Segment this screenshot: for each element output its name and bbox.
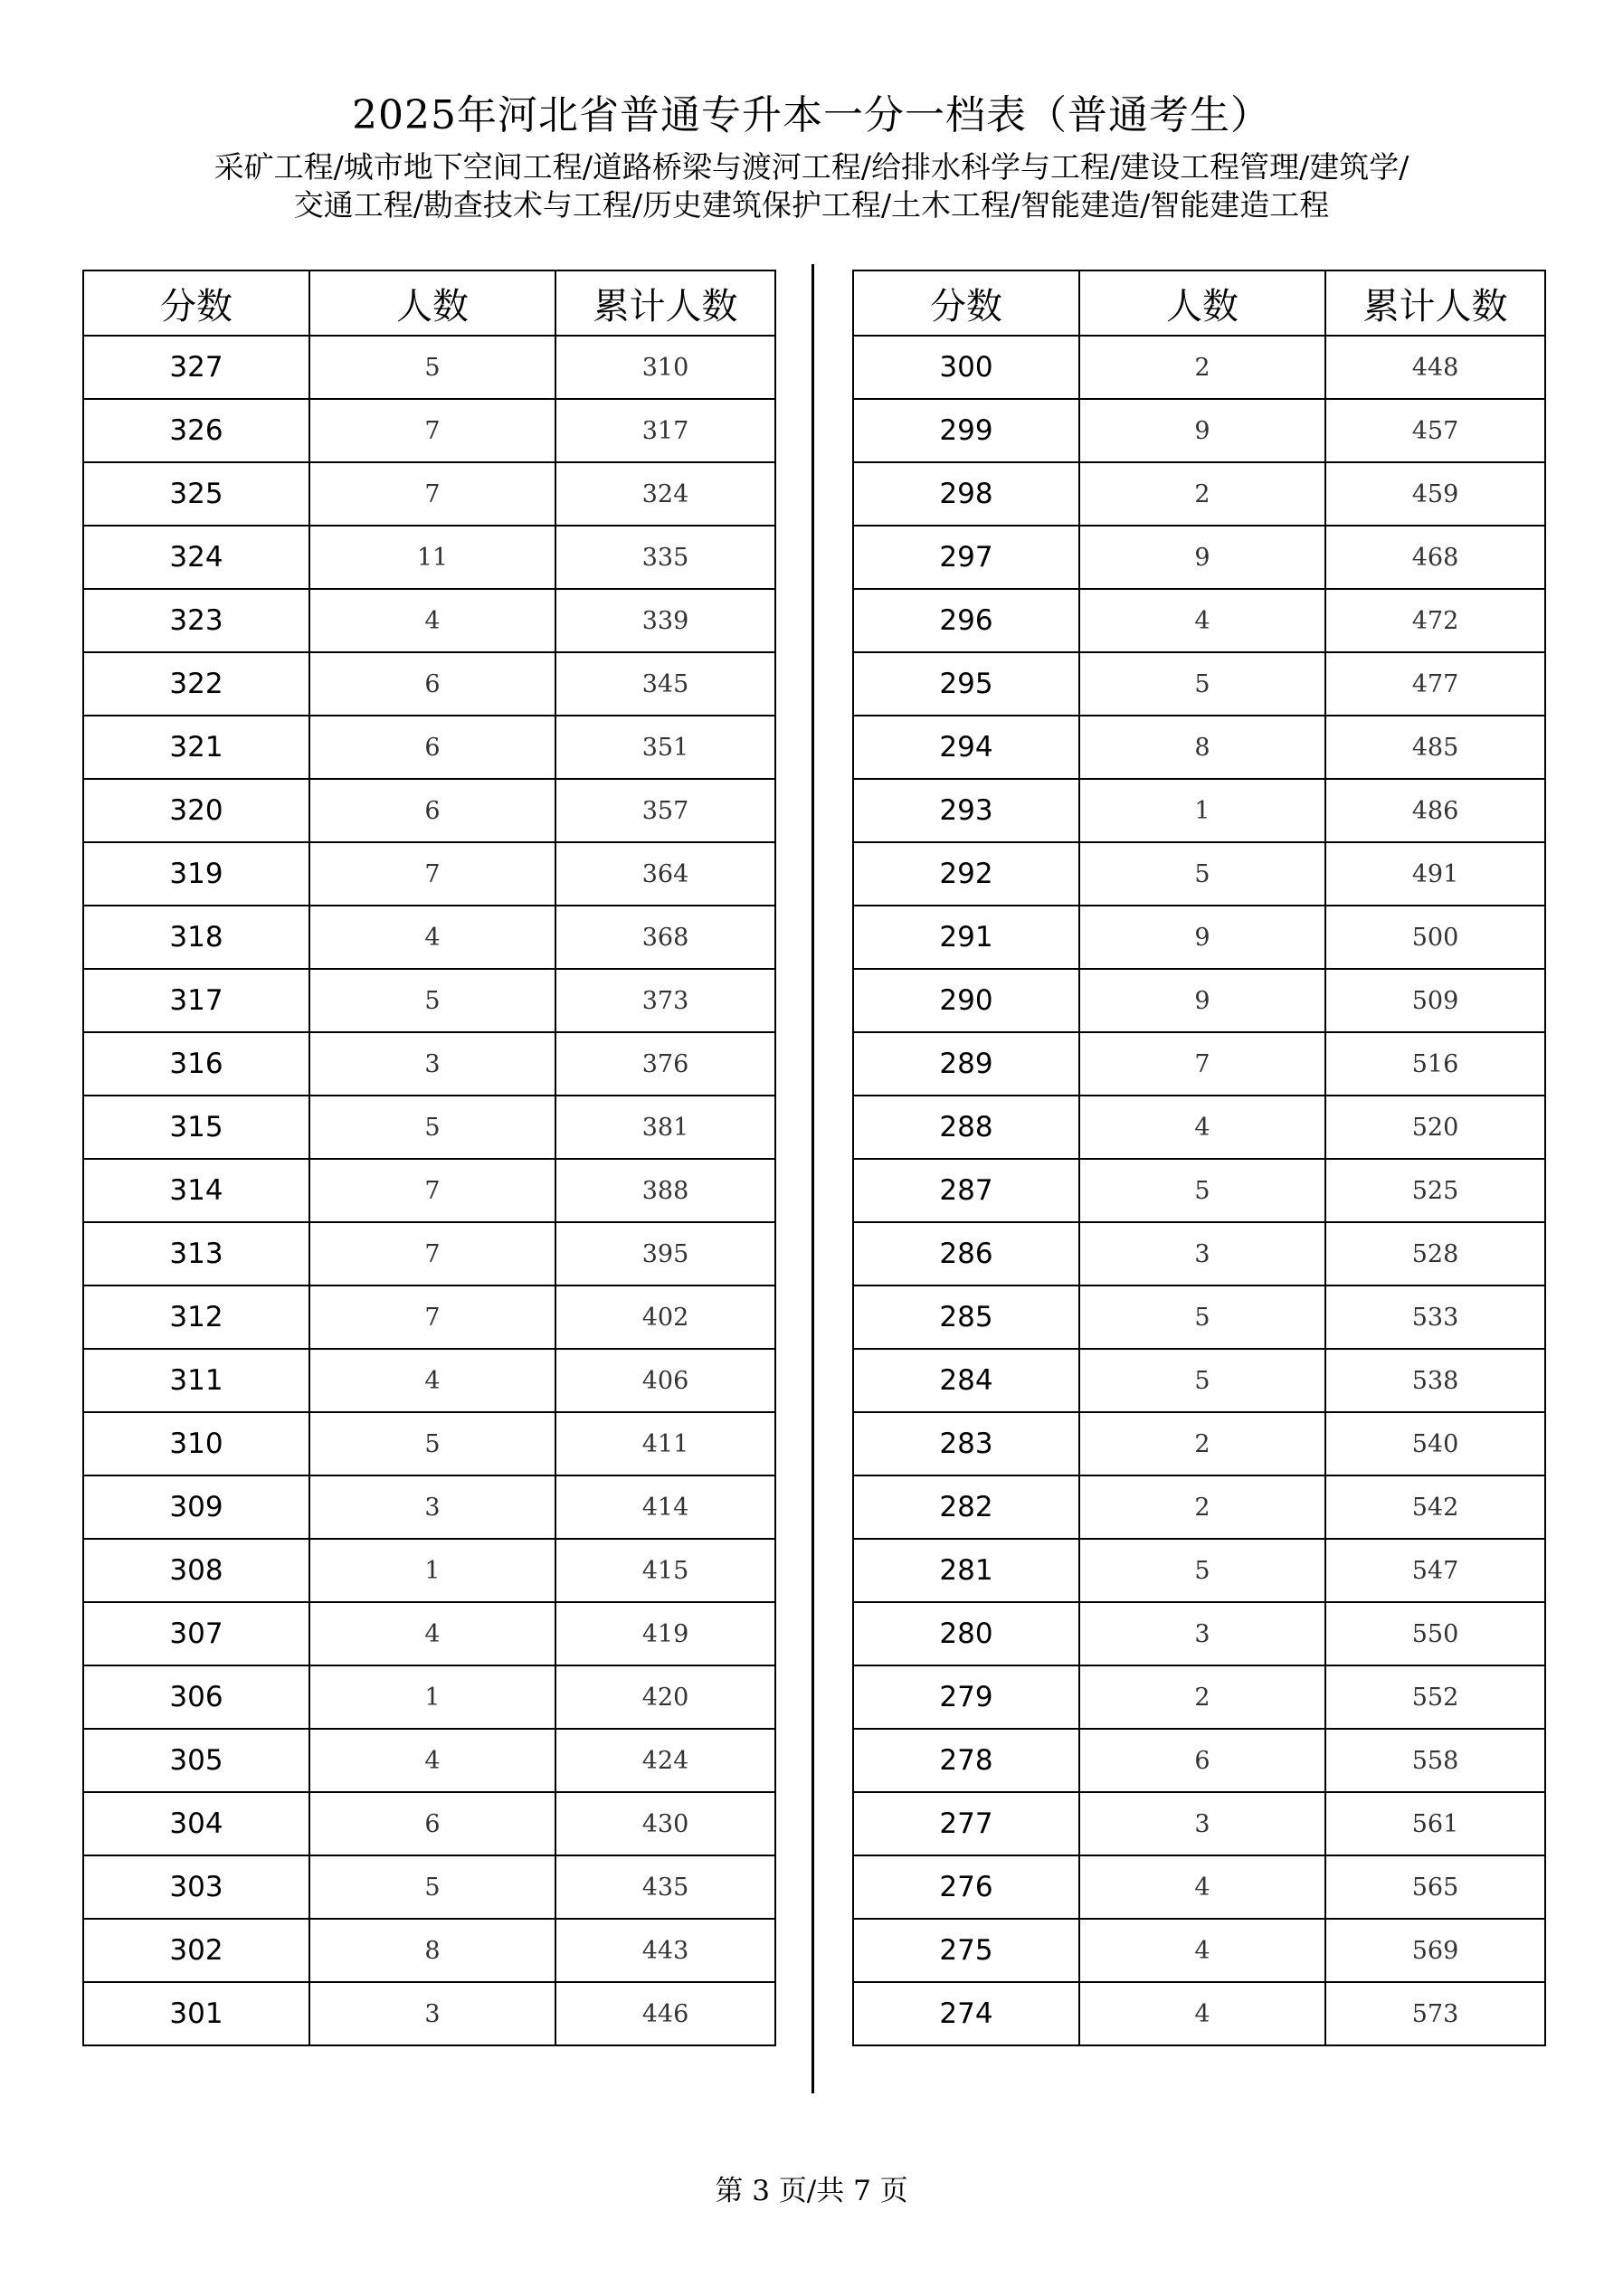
table-row [853,1982,1545,2045]
count-cell: 5 [309,1096,555,1159]
header-cumulative: 累计人数 [555,270,775,336]
table-row [83,779,775,842]
table-row [83,1982,775,2045]
count-cell: 3 [309,1475,555,1539]
score-cell: 293 [853,779,1079,842]
cumulative-cell: 459 [1325,462,1545,526]
count-cell: 4 [309,589,555,652]
cumulative-cell: 552 [1325,1665,1545,1729]
score-cell: 282 [853,1475,1079,1539]
cumulative-cell: 569 [1325,1919,1545,1982]
table-row [853,1919,1545,1982]
column-divider [812,264,814,2093]
score-cell: 302 [83,1919,309,1982]
cumulative-cell: 528 [1325,1222,1545,1286]
cumulative-cell: 351 [555,716,775,779]
score-cell: 294 [853,716,1079,779]
count-cell: 6 [309,652,555,716]
count-cell: 3 [1079,1602,1325,1665]
score-cell: 308 [83,1539,309,1602]
score-cell: 290 [853,969,1079,1032]
score-cell: 297 [853,526,1079,589]
header-score: 分数 [853,270,1079,336]
table-row [853,399,1545,462]
table-row [853,1286,1545,1349]
table-row [853,1539,1545,1602]
count-cell: 5 [1079,1286,1325,1349]
table-row [83,1539,775,1602]
cumulative-cell: 558 [1325,1729,1545,1792]
score-cell: 284 [853,1349,1079,1412]
score-cell: 281 [853,1539,1079,1602]
count-cell: 2 [1079,1665,1325,1729]
header-score: 分数 [83,270,309,336]
table-row [83,969,775,1032]
count-cell: 11 [309,526,555,589]
count-cell: 7 [309,1286,555,1349]
header-count: 人数 [309,270,555,336]
cumulative-cell: 324 [555,462,775,526]
cumulative-cell: 477 [1325,652,1545,716]
score-cell: 318 [83,906,309,969]
count-cell: 1 [309,1665,555,1729]
table-row [83,462,775,526]
score-cell: 312 [83,1286,309,1349]
score-cell: 327 [83,336,309,399]
score-cell: 299 [853,399,1079,462]
cumulative-cell: 486 [1325,779,1545,842]
cumulative-cell: 435 [555,1855,775,1919]
table-row [853,652,1545,716]
table-row [83,842,775,906]
count-cell: 2 [1079,1475,1325,1539]
count-cell: 2 [1079,1412,1325,1475]
cumulative-cell: 310 [555,336,775,399]
table-row [83,1222,775,1286]
cumulative-cell: 424 [555,1729,775,1792]
count-cell: 4 [309,1349,555,1412]
cumulative-cell: 376 [555,1032,775,1096]
table-row [83,1729,775,1792]
count-cell: 7 [1079,1032,1325,1096]
table-body-right [853,336,1545,2045]
cumulative-cell: 457 [1325,399,1545,462]
score-cell: 288 [853,1096,1079,1159]
score-cell: 320 [83,779,309,842]
table-row [853,1349,1545,1412]
count-cell: 6 [309,779,555,842]
count-cell: 9 [1079,526,1325,589]
count-cell: 3 [1079,1792,1325,1855]
count-cell: 9 [1079,969,1325,1032]
score-cell: 292 [853,842,1079,906]
count-cell: 4 [309,1602,555,1665]
table-row [853,526,1545,589]
score-cell: 306 [83,1665,309,1729]
table-row [83,526,775,589]
cumulative-cell: 419 [555,1602,775,1665]
table-row [83,1032,775,1096]
page-title: 2025年河北省普通专升本一分一档表（普通考生） [352,92,1271,138]
count-cell: 5 [309,969,555,1032]
cumulative-cell: 540 [1325,1412,1545,1475]
score-cell: 283 [853,1412,1079,1475]
score-table-left [82,270,776,2046]
count-cell: 5 [309,1412,555,1475]
cumulative-cell: 414 [555,1475,775,1539]
table-row [853,969,1545,1032]
cumulative-cell: 345 [555,652,775,716]
page-footer: 第 3 页/共 7 页 [715,2175,908,2207]
table-row [83,1475,775,1539]
table-row [853,1222,1545,1286]
count-cell: 1 [1079,779,1325,842]
count-cell: 7 [309,1159,555,1222]
table-row [83,589,775,652]
count-cell: 3 [309,1982,555,2045]
cumulative-cell: 411 [555,1412,775,1475]
score-cell: 311 [83,1349,309,1412]
score-cell: 314 [83,1159,309,1222]
cumulative-cell: 468 [1325,526,1545,589]
cumulative-cell: 516 [1325,1032,1545,1096]
count-cell: 4 [1079,1982,1325,2045]
score-cell: 295 [853,652,1079,716]
count-cell: 5 [1079,1539,1325,1602]
table-row [853,842,1545,906]
count-cell: 6 [309,716,555,779]
table-row [853,336,1545,399]
count-cell: 5 [1079,1349,1325,1412]
header-cumulative: 累计人数 [1325,270,1545,336]
table-header-row [83,270,775,336]
score-cell: 280 [853,1602,1079,1665]
count-cell: 2 [1079,462,1325,526]
cumulative-cell: 415 [555,1539,775,1602]
cumulative-cell: 520 [1325,1096,1545,1159]
score-cell: 305 [83,1729,309,1792]
score-cell: 289 [853,1032,1079,1096]
cumulative-cell: 317 [555,399,775,462]
cumulative-cell: 443 [555,1919,775,1982]
subtitle-line-1: 采矿工程/城市地下空间工程/道路桥梁与渡河工程/给排水科学与工程/建设工程管理/建筑学/ [214,149,1409,185]
count-cell: 7 [309,1222,555,1286]
cumulative-cell: 485 [1325,716,1545,779]
count-cell: 4 [1079,1855,1325,1919]
count-cell: 4 [309,1729,555,1792]
score-cell: 296 [853,589,1079,652]
score-cell: 309 [83,1475,309,1539]
count-cell: 6 [1079,1729,1325,1792]
score-cell: 322 [83,652,309,716]
count-cell: 8 [309,1919,555,1982]
cumulative-cell: 406 [555,1349,775,1412]
count-cell: 6 [309,1792,555,1855]
table-row [853,1412,1545,1475]
count-cell: 5 [1079,1159,1325,1222]
cumulative-cell: 509 [1325,969,1545,1032]
count-cell: 4 [1079,1919,1325,1982]
count-cell: 5 [309,1855,555,1919]
table-row [853,1665,1545,1729]
count-cell: 5 [1079,842,1325,906]
cumulative-cell: 472 [1325,589,1545,652]
cumulative-cell: 373 [555,969,775,1032]
score-cell: 275 [853,1919,1079,1982]
subtitle-line-2: 交通工程/勘查技术与工程/历史建筑保护工程/土木工程/智能建造/智能建造工程 [293,187,1330,223]
cumulative-cell: 547 [1325,1539,1545,1602]
table-row [83,1855,775,1919]
count-cell: 2 [1079,336,1325,399]
cumulative-cell: 491 [1325,842,1545,906]
score-cell: 313 [83,1222,309,1286]
score-cell: 301 [83,1982,309,2045]
cumulative-cell: 388 [555,1159,775,1222]
cumulative-cell: 364 [555,842,775,906]
count-cell: 1 [309,1539,555,1602]
cumulative-cell: 533 [1325,1286,1545,1349]
table-row [83,1096,775,1159]
score-cell: 274 [853,1982,1079,2045]
score-cell: 304 [83,1792,309,1855]
table-row [83,336,775,399]
table-row [853,1602,1545,1665]
cumulative-cell: 525 [1325,1159,1545,1222]
count-cell: 5 [309,336,555,399]
count-cell: 4 [1079,589,1325,652]
table-row [83,1286,775,1349]
cumulative-cell: 448 [1325,336,1545,399]
score-cell: 307 [83,1602,309,1665]
table-row [853,1475,1545,1539]
score-cell: 319 [83,842,309,906]
score-cell: 291 [853,906,1079,969]
table-row [83,1349,775,1412]
cumulative-cell: 565 [1325,1855,1545,1919]
table-row [83,399,775,462]
score-cell: 321 [83,716,309,779]
table-row [853,906,1545,969]
table-row [853,1096,1545,1159]
score-cell: 317 [83,969,309,1032]
cumulative-cell: 339 [555,589,775,652]
table-row [83,1792,775,1855]
cumulative-cell: 420 [555,1665,775,1729]
cumulative-cell: 446 [555,1982,775,2045]
score-table-right [852,270,1546,2046]
count-cell: 4 [1079,1096,1325,1159]
cumulative-cell: 430 [555,1792,775,1855]
table-body-left [83,336,775,2045]
score-cell: 277 [853,1792,1079,1855]
score-cell: 326 [83,399,309,462]
table-row [853,1159,1545,1222]
cumulative-cell: 542 [1325,1475,1545,1539]
table-row [853,1792,1545,1855]
table-row [83,1665,775,1729]
cumulative-cell: 550 [1325,1602,1545,1665]
table-row [853,779,1545,842]
table-row [853,1855,1545,1919]
header-count: 人数 [1079,270,1325,336]
score-cell: 310 [83,1412,309,1475]
score-cell: 278 [853,1729,1079,1792]
score-cell: 300 [853,336,1079,399]
score-cell: 323 [83,589,309,652]
score-cell: 285 [853,1286,1079,1349]
count-cell: 7 [309,399,555,462]
count-cell: 8 [1079,716,1325,779]
count-cell: 3 [309,1032,555,1096]
cumulative-cell: 538 [1325,1349,1545,1412]
score-cell: 286 [853,1222,1079,1286]
table-row [83,652,775,716]
score-cell: 316 [83,1032,309,1096]
table-row [83,716,775,779]
table-row [853,716,1545,779]
table-row [83,1412,775,1475]
score-cell: 315 [83,1096,309,1159]
count-cell: 7 [309,842,555,906]
count-cell: 3 [1079,1222,1325,1286]
cumulative-cell: 381 [555,1096,775,1159]
score-cell: 324 [83,526,309,589]
cumulative-cell: 335 [555,526,775,589]
score-cell: 287 [853,1159,1079,1222]
count-cell: 7 [309,462,555,526]
cumulative-cell: 357 [555,779,775,842]
score-cell: 298 [853,462,1079,526]
table-header-row [853,270,1545,336]
cumulative-cell: 561 [1325,1792,1545,1855]
table-row [853,1032,1545,1096]
cumulative-cell: 500 [1325,906,1545,969]
count-cell: 5 [1079,652,1325,716]
count-cell: 9 [1079,906,1325,969]
score-cell: 279 [853,1665,1079,1729]
table-row [83,1159,775,1222]
table-row [83,1602,775,1665]
table-row [853,589,1545,652]
cumulative-cell: 368 [555,906,775,969]
table-row [853,1729,1545,1792]
score-cell: 303 [83,1855,309,1919]
count-cell: 9 [1079,399,1325,462]
score-cell: 276 [853,1855,1079,1919]
table-row [83,1919,775,1982]
cumulative-cell: 402 [555,1286,775,1349]
cumulative-cell: 395 [555,1222,775,1286]
table-row [853,462,1545,526]
count-cell: 4 [309,906,555,969]
score-cell: 325 [83,462,309,526]
table-row [83,906,775,969]
cumulative-cell: 573 [1325,1982,1545,2045]
